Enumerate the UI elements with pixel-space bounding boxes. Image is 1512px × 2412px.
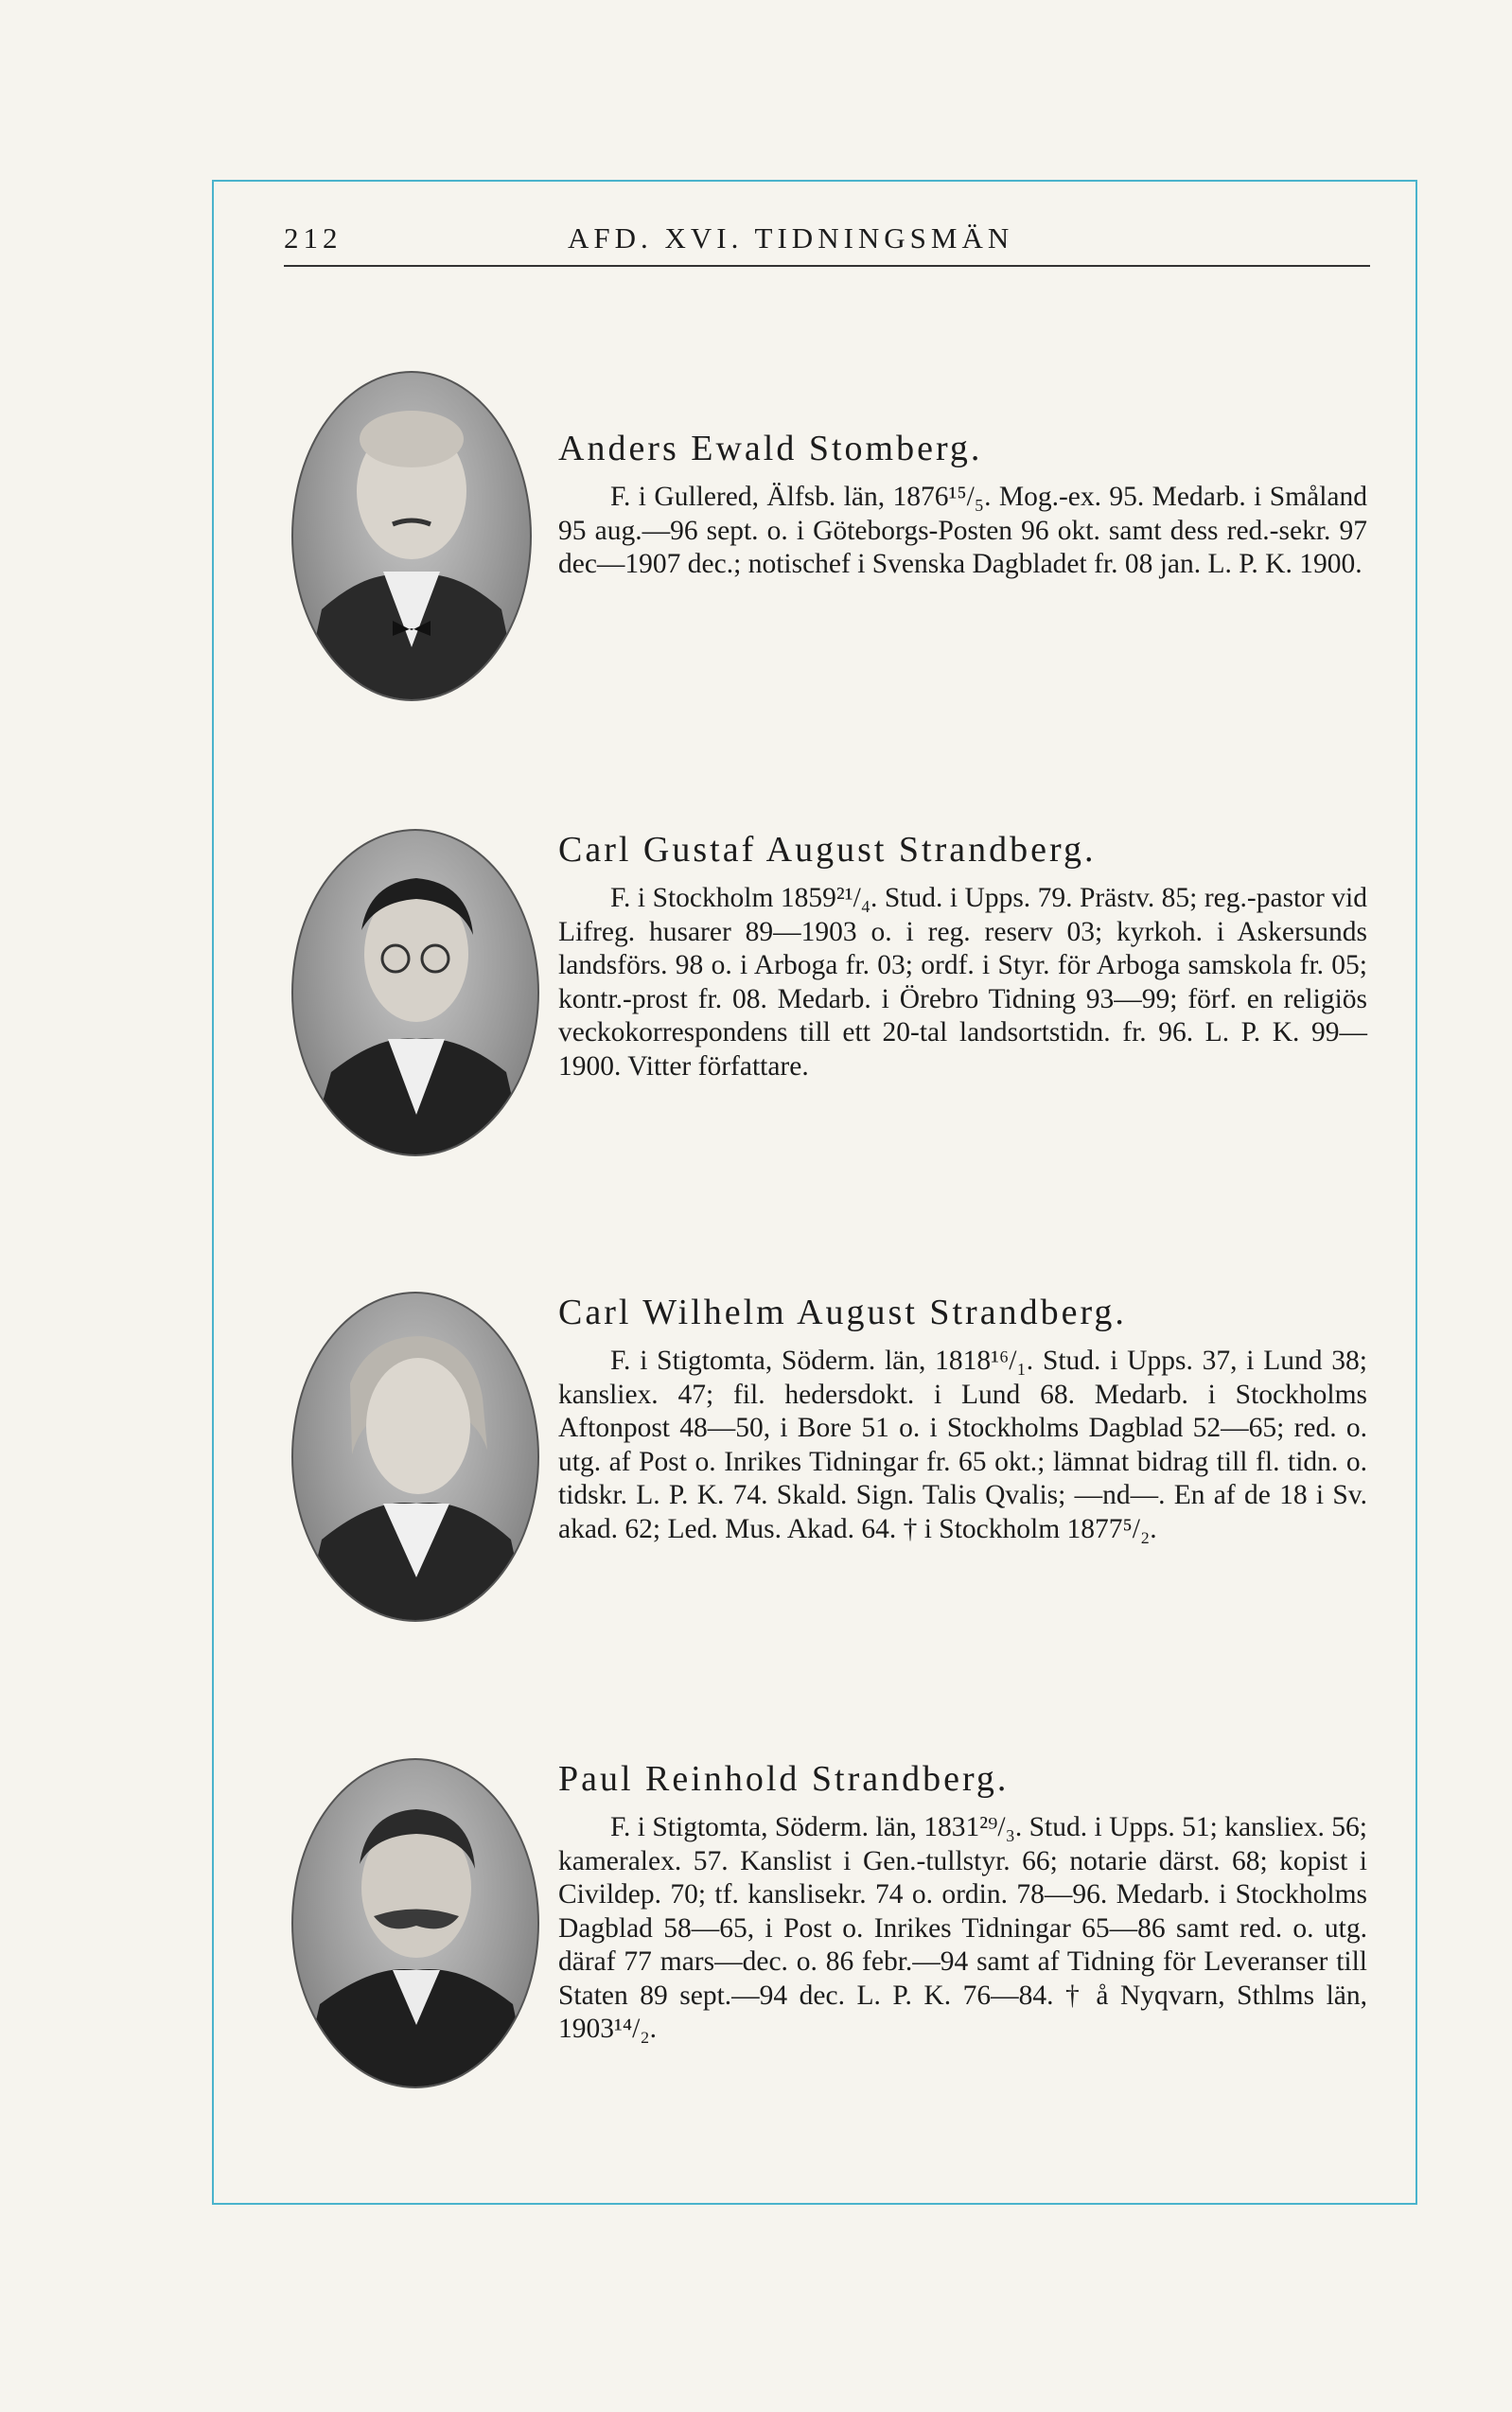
person-name: Paul Reinhold Strandberg. xyxy=(558,1759,1010,1799)
section-title: AFD. XVI. TIDNINGSMÄN xyxy=(568,221,1014,255)
person-name: Anders Ewald Stomberg. xyxy=(558,429,983,468)
running-head xyxy=(284,218,1370,267)
biography-text: F. i Stigtomta, Söderm. län, 1831²⁹/₃. Stud. i Upps. 51; kansliex. 56; kameralex. 57. Kanslist i Gen.-tullstyr. 66; notarie därst. 68; kopist i Civildep. 70; tf. kanslisekr. 74 o. ordin. 78—96. Medarb. i Stockholms Dagblad 58—65, i Post o. Inrikes Tidningar 65—86 samt red. o. utg. däraf 77 mars—dec. o. 86 febr.—94 samt af Tidning för Leveranser till Staten 89 sept.—94 dec. L. P. K. 76—84. † å Nyqvarn, Sthlms län, 1903¹⁴/₂. xyxy=(558,1812,1367,2044)
portrait-photo xyxy=(291,371,532,701)
portrait-photo xyxy=(291,829,539,1156)
person-name: Carl Gustaf August Strandberg. xyxy=(558,830,1097,870)
portrait-photo xyxy=(291,1292,539,1622)
person-name: Carl Wilhelm August Strandberg. xyxy=(558,1293,1127,1332)
portrait-illustration xyxy=(293,1760,537,2086)
portrait-illustration xyxy=(293,373,530,699)
biography-text: F. i Stigtomta, Söderm. län, 1818¹⁶/₁. Stud. i Upps. 37, i Lund 38; kansliex. 47; fil. hedersdokt. i Lund 68. Medarb. i Stockholms Aftonpost 48—50, i Bore 51 o. i Stockholms Dagblad 52—65; red. o. utg. af Post o. Inrikes Tidningar fr. 65 okt.; lämnat bidrag till fl. tidn. o. tidskr. L. P. K. 74. Skald. Sign. Talis Qvalis; —nd—. En af de 18 i Sv. akad. 62; Led. Mus. Akad. 64. † i Stockholm 1877⁵/₂. xyxy=(558,1346,1367,1544)
portrait-photo xyxy=(291,1758,539,2088)
biography-text: F. i Gullered, Älfsb. län, 1876¹⁵/₅. Mog.-ex. 95. Medarb. i Småland 95 aug.—96 sept. o. i Göteborgs-Posten 96 okt. samt dess red.-sekr. 97 dec—1907 dec.; notischef i Svenska Dagbladet fr. 08 jan. L. P. K. 1900. xyxy=(558,482,1367,579)
biography-text: F. i Stockholm 1859²¹/₄. Stud. i Upps. 79. Prästv. 85; reg.-pastor vid Lifreg. husarer 89—1903 o. i reg. reserv 03; kyrkoh. i Askersunds landsförs. 98 o. i Arboga fr. 03; ordf. i Styr. för Arboga samskola fr. 05; kontr.-prost fr. 08. Medarb. i Örebro Tidning 93—99; förf. en religiös veckokorrespondens till ett 20-tal landsortstidn. fr. 96. L. P. K. 99—1900. Vitter författare. xyxy=(558,883,1367,1082)
page-number: 212 xyxy=(284,221,343,255)
portrait-illustration xyxy=(293,831,537,1154)
portrait-illustration xyxy=(293,1294,537,1620)
